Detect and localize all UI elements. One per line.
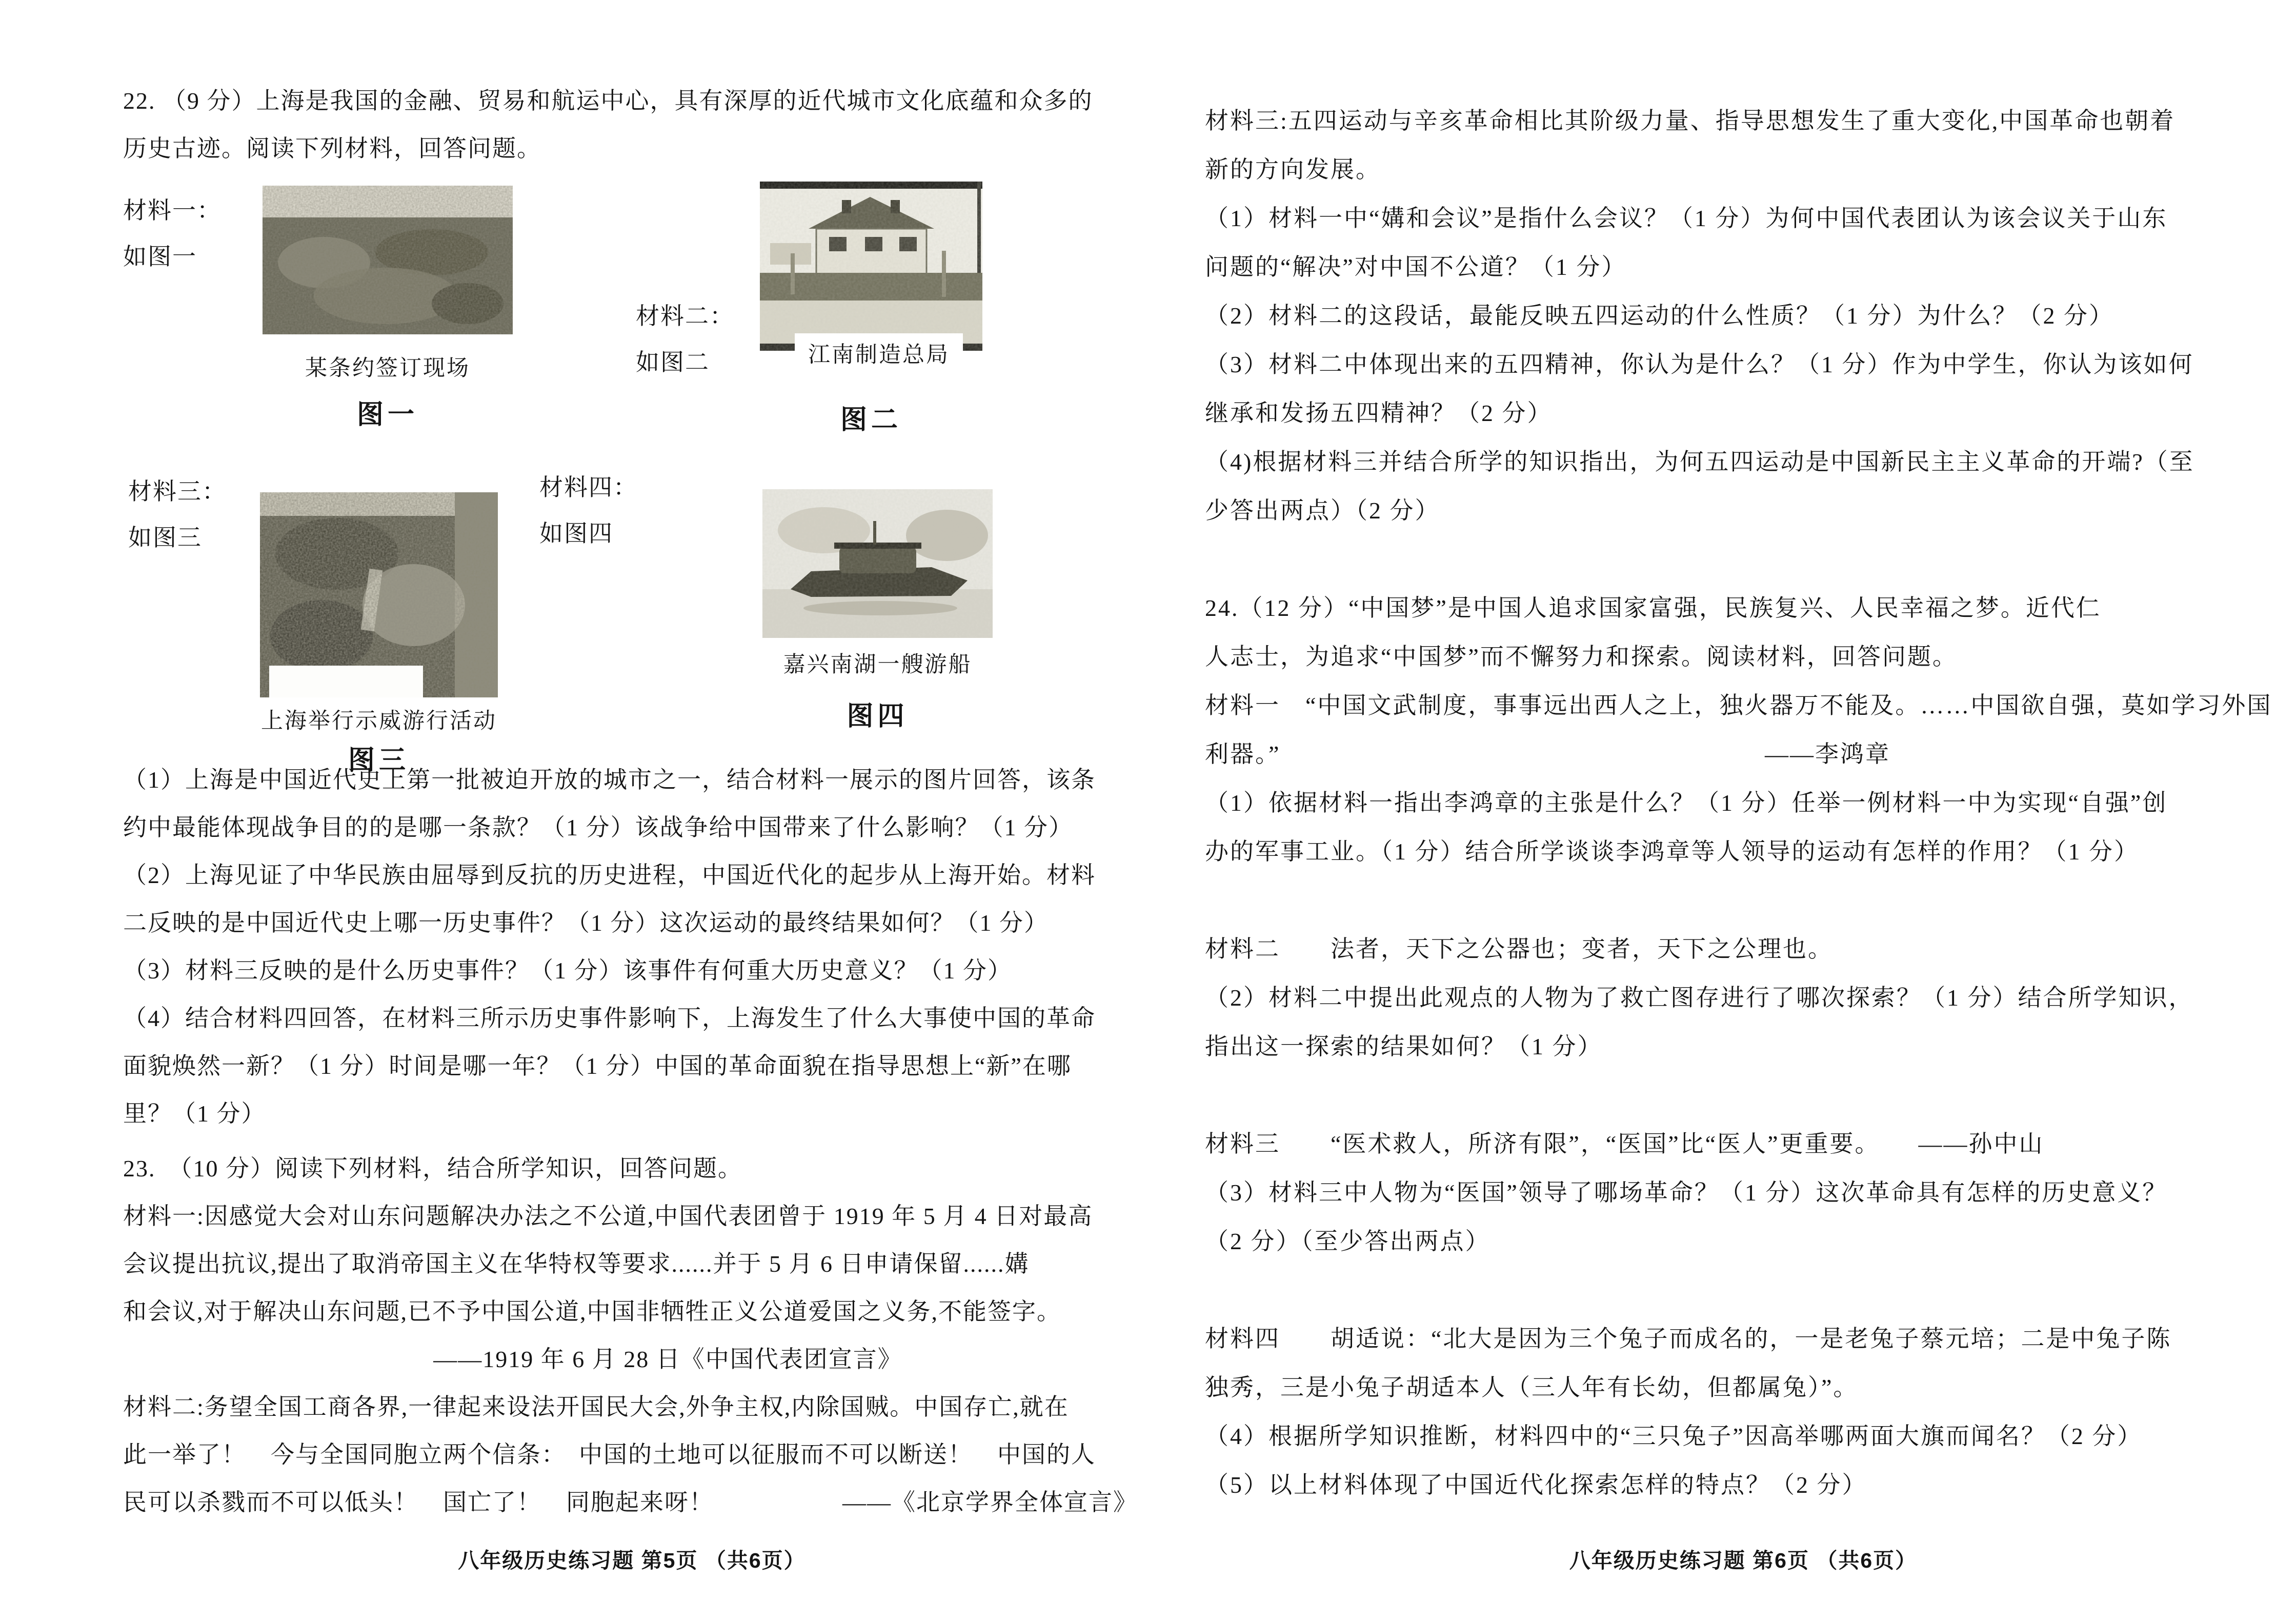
text-line: 继承和发扬五四精神？（2 分）: [1205, 400, 1553, 426]
figure4-label: 图四: [847, 702, 909, 731]
question-23-material2: [123, 1383, 1141, 1526]
figure2-label: 图二: [840, 405, 902, 435]
question-24-sub4: [1205, 1412, 2282, 1460]
question-23-sub3: [1205, 340, 2282, 437]
text-line: 办的军事工业。（1 分）结合所学谈谈李鸿章等人领导的运动有怎样的作用？（1 分）: [1205, 838, 2139, 865]
text-line: 独秀，三是小兔子胡适本人（三人年有长幼，但都属兔）”。: [1205, 1374, 1859, 1400]
text-line: 历史古迹。阅读下列材料，回答问题。: [123, 135, 541, 162]
text-line: 此一举了！ 今与全国同胞立两个信条： 中国的土地可以征服而不可以断送！ 中国的人: [123, 1441, 1096, 1468]
question-23-material1: [123, 1192, 1141, 1335]
text-line: 材料一 “中国文武制度，事事远出西人之上，独火器万不能及。……中国欲自强，莫如学习外国: [1205, 692, 2272, 718]
question-22-intro: [123, 77, 1141, 172]
text-line: 材料二:务望全国工商各界,一律起来设法开国民大会,外争主权,内除国贼。中国存亡,就在: [123, 1394, 1069, 1420]
question-22-sub4: [123, 994, 1141, 1137]
text-line: （4）结合材料四回答，在材料三所示历史事件影响下，上海发生了什么大事使中国的革命: [123, 1005, 1096, 1031]
question-22-sub2: [123, 851, 1141, 947]
question-24-material3: 材料三 “医术救人，所济有限”，“医国”比“医人”更重要。 ——孙中山: [1205, 1131, 2044, 1157]
figure1-caption: 某条约签订现场: [305, 356, 470, 381]
text-line: 材料四 胡适说：“北大是因为三个兔子而成名的，一是老兔子蔡元培；二是中兔子陈: [1205, 1326, 2172, 1352]
question-24-material2: 材料二 法者，天下之公器也；变者，天下之公理也。: [1205, 936, 1833, 962]
text-line: 人志士，为追求“中国梦”而不懈努力和探索。阅读材料，回答问题。: [1205, 644, 1958, 670]
text-line: （2 分）（至少答出两点）: [1205, 1228, 1491, 1254]
text-line: （2）材料二中提出此观点的人物为了救亡图存进行了哪次探索？（1 分）结合所学知识，: [1205, 985, 2194, 1011]
attribution-text: ——李鸿章: [1765, 741, 1890, 767]
material-2-label: [636, 293, 734, 386]
figure1-label: 图一: [356, 400, 418, 430]
question-24-material1: [1205, 681, 2282, 730]
text-line: 会议提出抗议,提出了取消帝国主义在华特权等要求......并于 5 月 6 日申请保留......媾: [123, 1251, 1030, 1277]
attribution-text: ——《北京学界全体宣言》: [842, 1489, 1138, 1515]
text-line: （4)根据材料三并结合所学的知识指出，为何五四运动是中国新民主主义革命的开端?（至: [1205, 449, 2194, 475]
material-4-label-line1: 材料四：: [539, 474, 638, 500]
text-line: 24.（12 分）“中国梦”是中国人追求国家富强，民族复兴、人民幸福之梦。近代仁: [1205, 595, 2101, 621]
question-23-material3: [1205, 96, 2282, 194]
question-22-sub3: [123, 947, 1141, 994]
text-line: 和会议,对于解决山东问题,已不予中国公道,中国非牺牲正义公道爱国之义务,不能签字。: [123, 1298, 1061, 1325]
page-6: [1205, 96, 2282, 1509]
question-24-sub2: [1205, 973, 2282, 1071]
page-5-footer: 八年级历史练习题 第5页 （共6页）: [458, 1549, 806, 1572]
page-5: [123, 77, 1141, 1526]
text-line: （3）材料三反映的是什么历史事件？（1 分）该事件有何重大历史意义？（1 分）: [123, 957, 1012, 984]
material-3-label-line1: 材料三：: [128, 478, 227, 505]
material-2-label-line2: 如图二: [636, 349, 710, 375]
text-line: （5）以上材料体现了中国近代化探索怎样的特点？（2 分）: [1205, 1472, 1867, 1498]
material-4-label-line2: 如图四: [539, 520, 613, 547]
question-23-sub1: [1205, 194, 2282, 291]
text-line: 材料一:因感觉大会对山东问题解决办法之不公道,中国代表团曾于 1919 年 5 月 4 日对最高: [123, 1203, 1093, 1229]
text-line: 指出这一探索的结果如何？（1 分）: [1205, 1033, 1603, 1059]
text-line: （1）上海是中国近代史上第一批被迫开放的城市之一，结合材料一展示的图片回答，该条: [123, 767, 1096, 793]
figure4-caption: 嘉兴南湖一艘游船: [783, 653, 972, 677]
page-6-footer: 八年级历史练习题 第6页 （共6页）: [1569, 1549, 1918, 1572]
figure3-label: 图三: [348, 746, 410, 775]
material-1-label: [123, 188, 221, 280]
text-line: （1）材料一中“媾和会议”是指什么会议？（1 分）为何中国代表团认为该会议关于山东: [1205, 205, 2168, 231]
question-24-intro: [1205, 584, 2282, 681]
text-line: 新的方向发展。: [1205, 156, 1381, 183]
question-24-material4: [1205, 1314, 2282, 1412]
text-line: （3）材料三中人物为“医国”领导了哪场革命？（1 分）这次革命具有怎样的历史意义？: [1205, 1179, 2168, 1206]
material-3-label: [128, 469, 227, 561]
question-23-header: 23. （10 分）阅读下列材料，结合所学知识，回答问题。: [123, 1155, 742, 1182]
material-1-label-line2: 如图一: [123, 244, 197, 270]
question-23-sub4: [1205, 437, 2282, 535]
question-24-sub3: [1205, 1168, 2282, 1266]
material-4-label: [539, 465, 638, 557]
figure3-caption: 上海举行示威游行活动: [261, 709, 497, 733]
attribution-text: ——1919 年 6 月 28 日《中国代表团宣言》: [433, 1346, 902, 1372]
text-line: 二反映的是中国近代史上哪一历史事件？（1 分）这次运动的最终结果如何？（1 分）: [123, 910, 1049, 936]
figure1-photo: [263, 186, 513, 334]
material-2-label-line1: 材料二：: [636, 303, 734, 329]
text-line: 少答出两点）（2 分）: [1205, 497, 1440, 524]
text-line: 面貌焕然一新？（1 分）时间是哪一年？（1 分）中国的革命面貌在指导思想上“新”在哪: [123, 1053, 1072, 1079]
figure2-caption: 江南制造总局: [795, 333, 963, 373]
material1-tail: 利器。”: [1205, 741, 1281, 767]
question-24-sub1: [1205, 778, 2282, 876]
question-23-material1-attribution: [123, 1335, 1141, 1383]
text-line: （2）上海见证了中华民族由屈辱到反抗的历史进程，中国近代化的起步从上海开始。材料: [123, 862, 1096, 888]
figure4-photo: [762, 489, 993, 638]
text-line: 约中最能体现战争目的的是哪一条款？（1 分）该战争给中国带来了什么影响？（1 分）: [123, 814, 1073, 840]
question-23-sub2: [1205, 291, 2282, 340]
question-22-figures: [123, 182, 1141, 775]
text-line: （1）依据材料一指出李鸿章的主张是什么？（1 分）任举一例材料一中为实现“自强”创: [1205, 790, 2168, 816]
figure3-photo: [260, 492, 498, 697]
material-3-label-line2: 如图三: [128, 525, 202, 551]
question-24-material1-line2: [1205, 730, 2282, 778]
material-1-label-line1: 材料一：: [123, 197, 221, 224]
text-line: 材料三:五四运动与辛亥革命相比其阶级力量、指导思想发生了重大变化,中国革命也朝着: [1205, 108, 2176, 134]
text-line: 民可以杀戮而不可以低头！ 国亡了！ 同胞起来呀！: [123, 1489, 714, 1515]
text-line: 22. （9 分）上海是我国的金融、贸易和航运中心，具有深厚的近代城市文化底蕴和众多的: [123, 88, 1093, 114]
text-line: 问题的“解决”对中国不公道？（1 分）: [1205, 254, 1627, 280]
text-line: 里？（1 分）: [123, 1100, 266, 1127]
text-line: （3）材料二中体现出来的五四精神，你认为是什么？（1 分）作为中学生，你认为该如何: [1205, 351, 2194, 377]
figure2-photo: [760, 182, 982, 351]
text-line: （4）根据所学知识推断，材料四中的“三只兔子”因高举哪两面大旗而闻名？（2 分）: [1205, 1423, 2143, 1449]
text-line: （2）材料二的这段话，最能反映五四运动的什么性质？（1 分）为什么？（2 分）: [1205, 303, 2114, 329]
question-24-sub5: [1205, 1460, 2282, 1509]
